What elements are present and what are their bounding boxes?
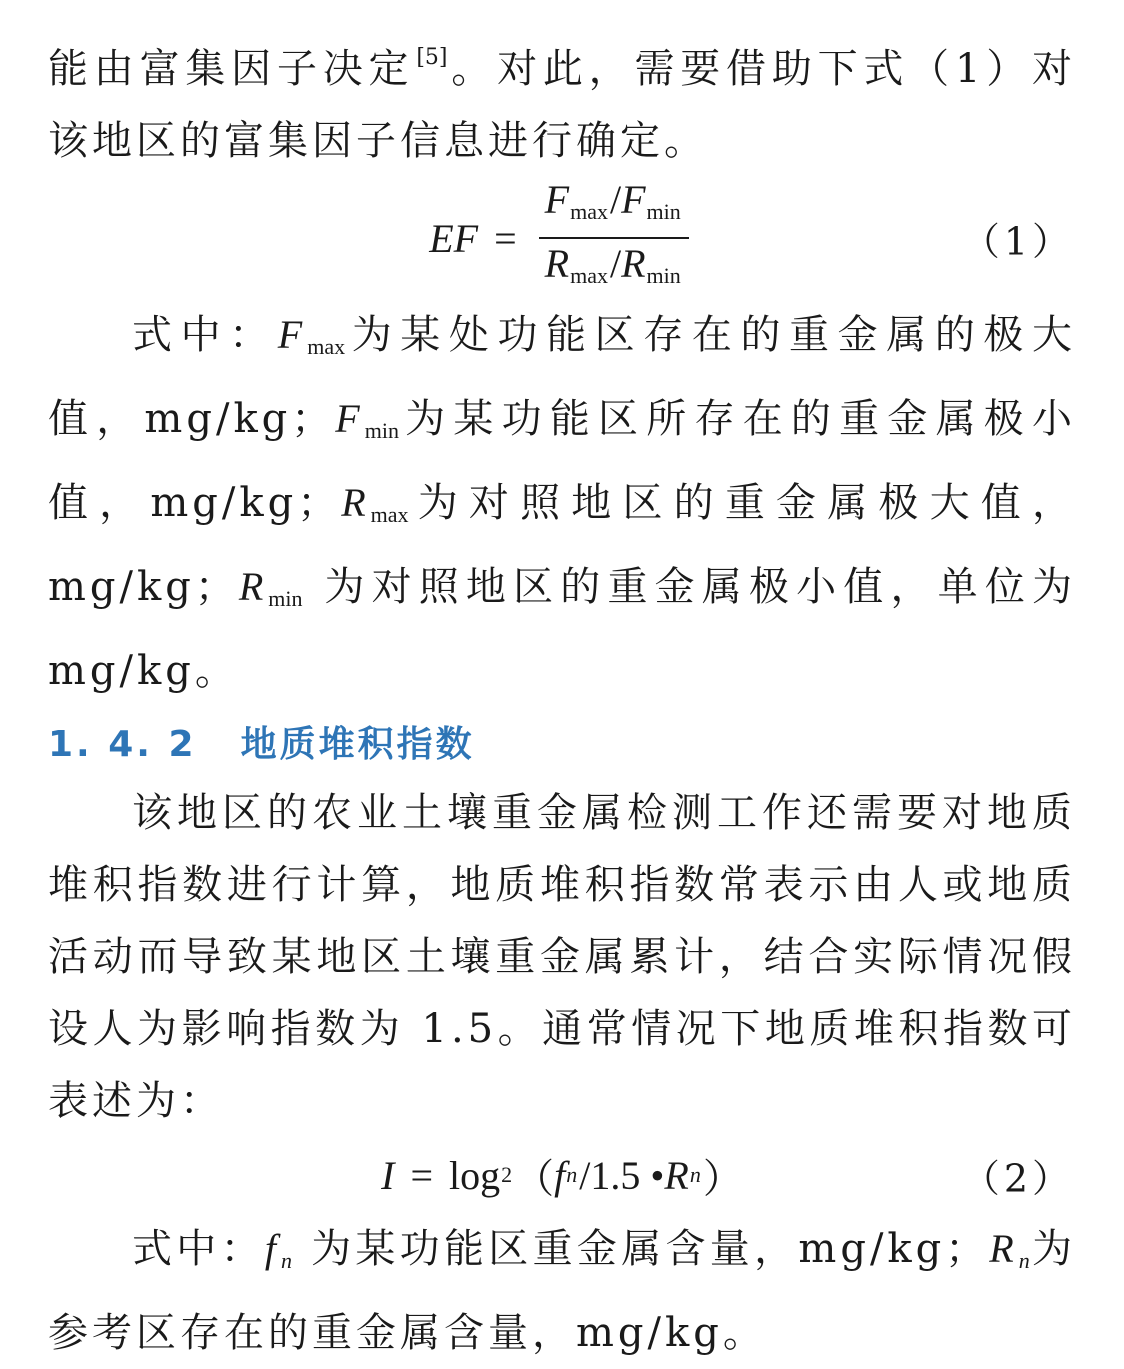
equation-2 — [48, 1137, 1076, 1213]
section-heading — [48, 715, 1076, 775]
text-span: 为对照地区的重金属极小值，单位为mg/kg。 — [48, 564, 1076, 694]
subscript-n: n — [1018, 1248, 1030, 1273]
eq2-log: log — [449, 1152, 501, 1198]
subscript-max: max — [570, 199, 608, 224]
text-span: 。对此，需要借助下式（1）对该地区的富集因子信息进行确定。 — [48, 46, 1077, 164]
section-title: 地质堆积指数 — [240, 724, 475, 765]
eq2-close-paren: ） — [702, 1155, 743, 1202]
symbol-F: F — [544, 177, 570, 222]
symbol-R: R — [664, 1152, 689, 1198]
eq1-numerator — [539, 175, 689, 237]
symbol-R: R — [544, 241, 570, 286]
symbol-f: f — [554, 1152, 566, 1198]
paragraph-eq1-definitions — [48, 299, 1076, 707]
text-span: 式中： — [132, 1226, 265, 1272]
subscript-max: max — [570, 263, 608, 288]
symbol-R: R — [621, 241, 646, 286]
subscript-min: min — [646, 199, 681, 224]
eq1-fraction — [539, 175, 689, 301]
paragraph-eq2-definitions — [48, 1213, 1076, 1369]
subscript-min: min — [364, 418, 399, 443]
text-span: 为某处功能区存在的重金属的极大值，mg/kg； — [48, 312, 1077, 442]
subscript-min: min — [646, 263, 681, 288]
text-span: 为参考区存在的重金属含量，mg/kg。 — [48, 1226, 1077, 1356]
equation-1 — [48, 177, 1076, 299]
text-span: 为对照地区的重金属极大值，mg/kg； — [48, 480, 1076, 610]
symbol-F: F — [335, 396, 364, 441]
symbol-F: F — [277, 312, 307, 357]
text-span: 为某功能区所存在的重金属极小值，mg/kg； — [48, 396, 1077, 526]
paragraph-geoaccumulation: 该地区的农业土壤重金属检测工作还需要对地质堆积指数进行计算，地质堆积指数常表示由人或地质活动而导致某地区土壤重金属累计，结合实际情况假设人为影响指数为 1.5。通常情况下地质堆积指数可表述为： — [48, 790, 1076, 1124]
symbol-R: R — [341, 480, 370, 525]
subscript-n: n — [689, 1162, 701, 1187]
subscript-max: max — [370, 502, 409, 527]
symbol-f: f — [264, 1226, 281, 1271]
subscript-max: max — [307, 334, 346, 359]
equation-number-1: （1） — [961, 219, 1074, 264]
symbol-F: F — [621, 177, 646, 222]
text-span: 能由富集因子决定 — [48, 46, 415, 92]
eq2-lhs: I — [381, 1152, 395, 1198]
text-span: 为某功能区重金属含量，mg/kg； — [294, 1226, 990, 1272]
subscript-n: n — [281, 1248, 293, 1273]
eq2-middle: /1.5 • — [579, 1152, 665, 1198]
section-number: 1. 4. 2 — [48, 724, 197, 765]
text-span: 式中： — [132, 312, 278, 358]
subscript-min: min — [268, 586, 303, 611]
symbol-R: R — [989, 1226, 1018, 1271]
slash: / — [609, 177, 622, 222]
equation-number-2: （2） — [961, 1156, 1074, 1201]
eq2-open-paren: （ — [514, 1155, 555, 1202]
eq1-lhs: EF — [429, 215, 479, 261]
eq2-log-base: 2 — [501, 1162, 513, 1187]
paragraph-enrichment-intro — [48, 22, 1076, 177]
citation-reference[interactable]: [5] — [416, 45, 448, 70]
eq1-equals: = — [494, 215, 517, 261]
eq1-denominator — [539, 239, 689, 301]
symbol-R: R — [238, 564, 268, 609]
subscript-n: n — [566, 1162, 578, 1187]
eq2-equals: = — [410, 1152, 434, 1198]
slash: / — [609, 241, 622, 286]
